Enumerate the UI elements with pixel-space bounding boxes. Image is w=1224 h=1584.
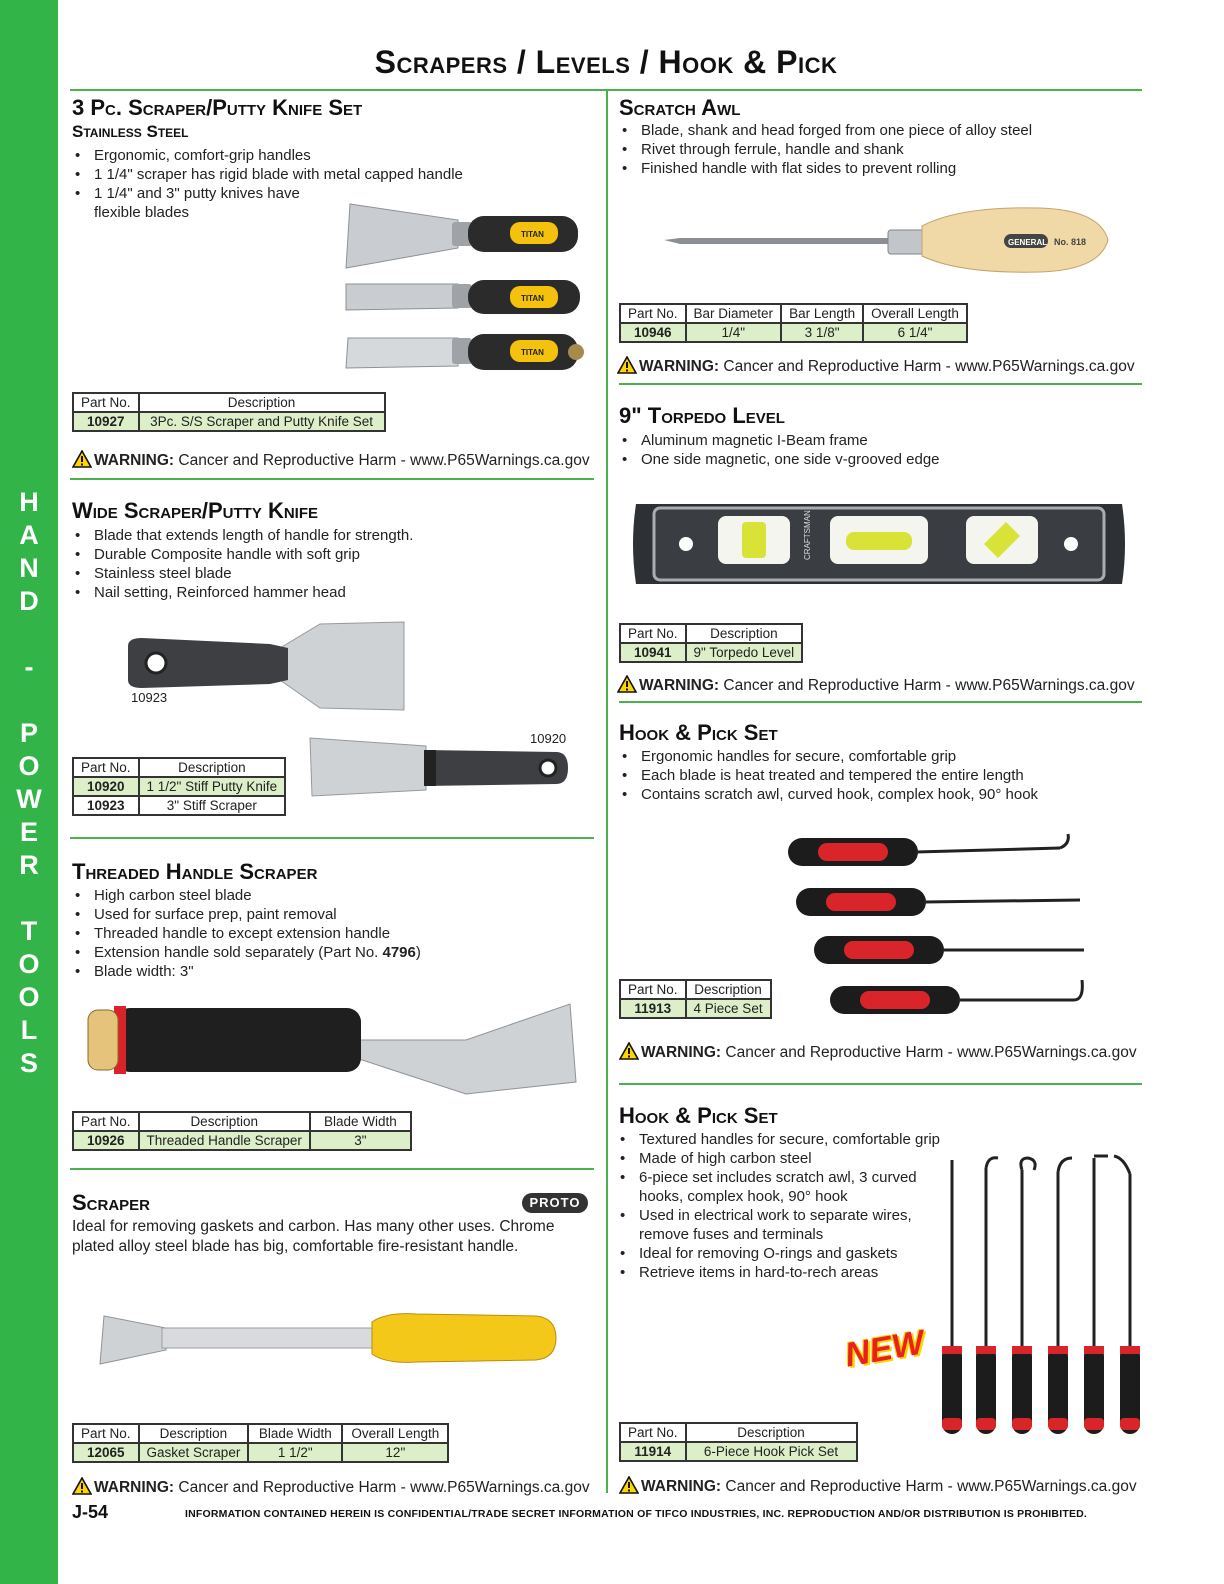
side-letter: S xyxy=(19,1048,38,1078)
section-title: Threaded Handle Scraper xyxy=(72,859,318,884)
table-cell: 12" xyxy=(342,1443,448,1462)
svg-text:TITAN: TITAN xyxy=(521,294,544,303)
description-text: Ideal for removing gaskets and carbon. Has many other uses. Chrome plated alloy steel blade has big, comfortable fire-resistant handle. xyxy=(72,1218,555,1255)
parts-table xyxy=(619,303,968,343)
section-rule xyxy=(70,1168,594,1170)
table-cell: 3Pc. S/S Scraper and Putty Knife Set xyxy=(139,412,385,431)
putty-knife-set-image xyxy=(340,198,590,378)
side-letter: O xyxy=(18,982,40,1012)
feature-list xyxy=(619,747,1139,804)
table-cell: 6 1/4" xyxy=(863,323,967,342)
column-header: Description xyxy=(139,1424,249,1443)
column-header: Description xyxy=(139,1112,310,1131)
column-header: Description xyxy=(139,393,385,412)
section-title: Wide Scraper/Putty Knife xyxy=(72,498,319,523)
section-rule xyxy=(619,383,1142,385)
side-letter: H xyxy=(19,487,39,517)
parts-table xyxy=(619,979,772,1019)
feature-item: • Threaded handle to except extension handle xyxy=(72,924,552,943)
feature-item: • Nail setting, Reinforced hammer head xyxy=(72,583,552,602)
side-letter: P xyxy=(19,718,38,748)
feature-item: • One side magnetic, one side v-grooved edge xyxy=(619,450,1139,469)
warning-icon xyxy=(617,356,637,374)
parts-table xyxy=(72,757,286,816)
feature-item: • High carbon steel blade xyxy=(72,886,552,905)
feature-list xyxy=(72,526,552,602)
feature-item: • Aluminum magnetic I-Beam frame xyxy=(619,431,1139,450)
column-header: Part No. xyxy=(620,1423,686,1442)
page-title: Scrapers / Levels / Hook & Pick xyxy=(374,44,838,80)
section-title: Scraper xyxy=(72,1190,151,1215)
warning-notice: WARNING: Cancer and Reproductive Harm - www.P65Warnings.ca.gov xyxy=(617,675,1135,695)
parts-table xyxy=(72,1111,412,1151)
column-header: Part No. xyxy=(73,1424,139,1443)
part-number: 11913 xyxy=(620,999,686,1018)
section-subtitle: Stainless Steel xyxy=(72,122,189,141)
part-number: 10920 xyxy=(73,777,139,796)
feature-item: • Used in electrical work to separate wires, remove fuses and terminals xyxy=(617,1206,939,1244)
feature-item: • 6-piece set includes scratch awl, 3 curved hooks, complex hook, 90° hook xyxy=(617,1168,939,1206)
table-cell: 1 1/2" xyxy=(248,1443,342,1462)
table-cell: 3" xyxy=(310,1131,411,1150)
side-letter: A xyxy=(19,520,39,550)
part-number: 11914 xyxy=(620,1442,686,1461)
column-header: Description xyxy=(686,624,803,643)
feature-item: • Stainless steel blade xyxy=(72,564,552,583)
column-header: Description xyxy=(686,980,771,999)
column-header: Bar Length xyxy=(781,304,863,323)
feature-list xyxy=(72,886,552,981)
column-header: Description xyxy=(139,758,286,777)
section-title: 9" Torpedo Level xyxy=(619,403,785,428)
feature-item: • Contains scratch awl, curved hook, complex hook, 90° hook xyxy=(619,785,1139,804)
section-title: Scratch Awl xyxy=(619,95,741,120)
feature-item: • Used for surface prep, paint removal xyxy=(72,905,552,924)
warning-notice: WARNING: Cancer and Reproductive Harm - www.P65Warnings.ca.gov xyxy=(72,1477,590,1497)
feature-list xyxy=(619,431,1139,469)
column-header: Bar Diameter xyxy=(686,304,782,323)
table-cell: Threaded Handle Scraper xyxy=(139,1131,310,1150)
column-header: Part No. xyxy=(620,980,686,999)
page-number: J-54 xyxy=(72,1502,109,1522)
image-caption: 10923 xyxy=(131,690,168,705)
side-letter: O xyxy=(18,949,40,979)
feature-item: • Durable Composite handle with soft grip xyxy=(72,545,552,564)
side-letter: D xyxy=(19,586,39,616)
side-letter: W xyxy=(16,784,42,814)
warning-icon xyxy=(72,450,92,468)
section-title: Hook & Pick Set xyxy=(619,720,778,745)
feature-item: • Each blade is heat treated and tempered the entire length xyxy=(619,766,1139,785)
feature-item: • 1 1/4" scraper has rigid blade with metal capped handle xyxy=(72,165,512,184)
column-header: Part No. xyxy=(620,304,686,323)
column-header: Blade Width xyxy=(248,1424,342,1443)
feature-item: • 1 1/4" and 3" putty knives have flexible blades xyxy=(72,184,324,222)
svg-text:TITAN: TITAN xyxy=(521,230,544,239)
column-header: Part No. xyxy=(73,393,139,412)
image-caption: 10920 xyxy=(530,731,567,746)
side-letter: N xyxy=(19,553,39,583)
feature-item: • Retrieve items in hard-to-rech areas xyxy=(617,1263,962,1282)
section-title: Hook & Pick Set xyxy=(619,1103,778,1128)
threaded-scraper-image xyxy=(86,998,586,1098)
column-header: Overall Length xyxy=(342,1424,448,1443)
feature-item: • Rivet through ferrule, handle and shank xyxy=(619,140,1139,159)
section-title: 3 Pc. Scraper/Putty Knife Set xyxy=(72,95,363,120)
feature-item: • Finished handle with flat sides to prevent rolling xyxy=(619,159,1139,178)
feature-item: • Extension handle sold separately (Part No. 4796) xyxy=(72,943,552,962)
brand-logo: PROTO xyxy=(522,1193,588,1213)
part-number: 10927 xyxy=(73,412,139,431)
parts-table xyxy=(619,1422,858,1462)
new-badge: NEW xyxy=(842,1323,927,1375)
column-header: Part No. xyxy=(620,624,686,643)
feature-item: • Blade, shank and head forged from one piece of alloy steel xyxy=(619,121,1139,140)
feature-list xyxy=(619,121,1139,178)
parts-table xyxy=(72,1423,449,1463)
feature-item: • Made of high carbon steel xyxy=(617,1149,962,1168)
putty-knife-image xyxy=(306,736,576,800)
feature-item: • Textured handles for secure, comfortable grip xyxy=(617,1130,962,1149)
svg-text:GENERAL: GENERAL xyxy=(1008,238,1048,247)
table-cell: 4 Piece Set xyxy=(686,999,771,1018)
scratch-awl-image xyxy=(660,204,1130,274)
svg-text:CRAFTSMAN: CRAFTSMAN xyxy=(803,510,812,560)
side-tab xyxy=(0,0,58,1584)
side-letter: E xyxy=(19,817,38,847)
warning-notice: WARNING: Cancer and Reproductive Harm - www.P65Warnings.ca.gov xyxy=(619,1042,1137,1062)
svg-text:No. 818: No. 818 xyxy=(1054,237,1087,247)
column-divider xyxy=(606,91,608,1493)
column-header: Part No. xyxy=(73,1112,139,1131)
parts-table xyxy=(72,392,386,432)
feature-item: • Ergonomic handles for secure, comfortable grip xyxy=(619,747,1139,766)
part-number: 10926 xyxy=(73,1131,139,1150)
warning-icon xyxy=(617,675,637,693)
part-number: 10941 xyxy=(620,643,686,662)
warning-notice: WARNING: Cancer and Reproductive Harm - www.P65Warnings.ca.gov xyxy=(619,1476,1137,1496)
parts-table xyxy=(619,623,803,663)
part-number: 10923 xyxy=(73,796,139,815)
column-header: Part No. xyxy=(73,758,139,777)
column-header: Overall Length xyxy=(863,304,967,323)
section-rule xyxy=(619,701,1142,703)
table-cell: 9" Torpedo Level xyxy=(686,643,803,662)
table-cell: 3 1/8" xyxy=(781,323,863,342)
feature-item: • Ideal for removing O-rings and gaskets xyxy=(617,1244,962,1263)
warning-notice: WARNING: Cancer and Reproductive Harm - www.P65Warnings.ca.gov xyxy=(72,450,590,470)
hook-pick-6pc-image xyxy=(936,1150,1146,1440)
torpedo-level-image xyxy=(626,494,1132,594)
feature-list xyxy=(617,1130,962,1282)
warning-notice: WARNING: Cancer and Reproductive Harm - www.P65Warnings.ca.gov xyxy=(617,356,1135,376)
side-letter: T xyxy=(20,916,38,946)
feature-item: • Blade that extends length of handle for strength. xyxy=(72,526,552,545)
feature-item: • Ergonomic, comfort-grip handles xyxy=(72,146,512,165)
warning-icon xyxy=(72,1477,92,1495)
gasket-scraper-image xyxy=(96,1306,566,1376)
side-letter: R xyxy=(19,850,39,880)
section-rule xyxy=(70,478,594,480)
side-letter: O xyxy=(18,751,40,781)
part-number: 10946 xyxy=(620,323,686,342)
table-cell: Gasket Scraper xyxy=(139,1443,249,1462)
feature-item: • Blade width: 3" xyxy=(72,962,552,981)
hook-pick-4pc-image xyxy=(784,830,1084,1030)
warning-icon xyxy=(619,1042,639,1060)
warning-icon xyxy=(619,1476,639,1494)
column-header: Blade Width xyxy=(310,1112,411,1131)
section-rule xyxy=(70,837,594,839)
side-letter: - xyxy=(24,652,34,682)
confidentiality-notice: INFORMATION CONTAINED HEREIN IS CONFIDENTIAL/TRADE SECRET INFORMATION OF TIFCO INDUSTRIES, INC. REPRODUCTION AND/OR DISTRIBUTION IS PROHIBITED. xyxy=(185,1508,1088,1520)
table-cell: 6-Piece Hook Pick Set xyxy=(686,1442,857,1461)
table-cell: 1 1/2" Stiff Putty Knife xyxy=(139,777,286,796)
svg-text:TITAN: TITAN xyxy=(521,348,544,357)
column-header: Description xyxy=(686,1423,857,1442)
table-cell: 3" Stiff Scraper xyxy=(139,796,286,815)
section-rule xyxy=(619,1083,1142,1085)
side-letter: L xyxy=(20,1015,38,1045)
table-cell: 1/4" xyxy=(686,323,782,342)
part-number: 12065 xyxy=(73,1443,139,1462)
